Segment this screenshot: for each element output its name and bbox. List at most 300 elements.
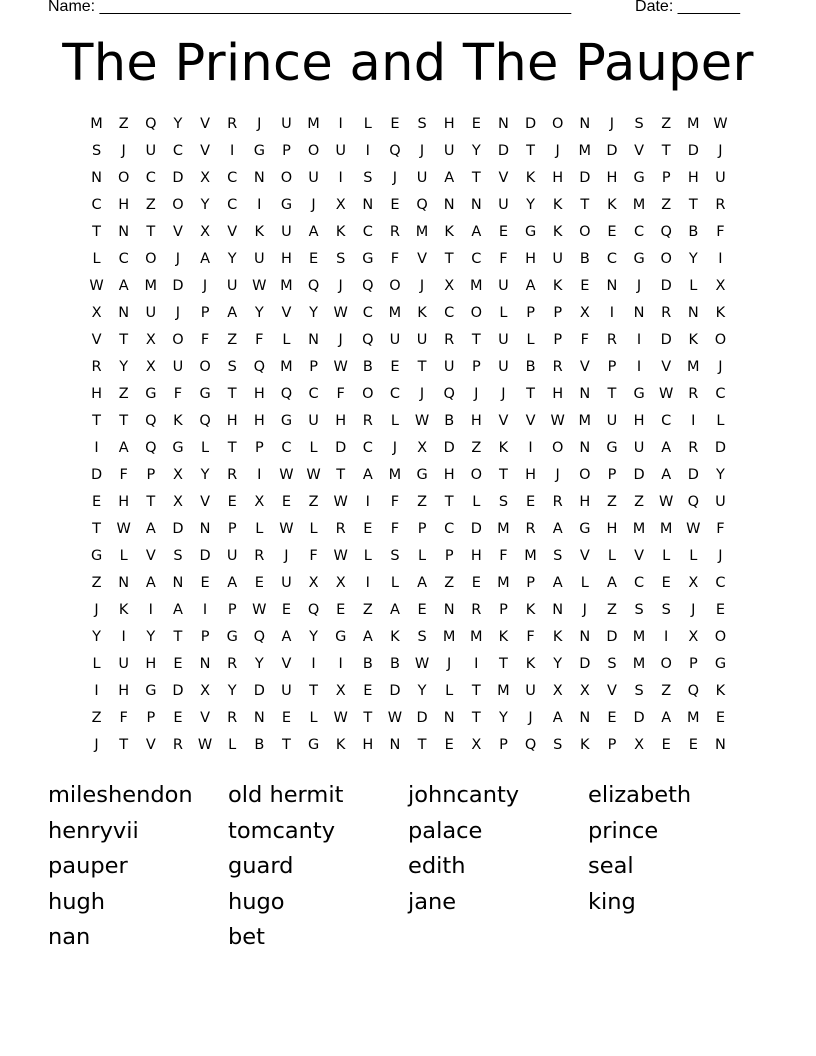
grid-letter[interactable]: O: [714, 332, 727, 348]
grid-letter[interactable]: W: [252, 278, 267, 294]
grid-letter[interactable]: J: [691, 602, 696, 618]
grid-letter[interactable]: Y: [499, 710, 508, 726]
grid-letter[interactable]: J: [121, 143, 126, 159]
grid-letter[interactable]: U: [281, 116, 292, 132]
grid-letter[interactable]: C: [362, 440, 373, 456]
grid-letter[interactable]: J: [419, 386, 425, 402]
grid-letter[interactable]: U: [552, 251, 563, 267]
grid-letter[interactable]: I: [338, 116, 343, 132]
grid-letter[interactable]: W: [197, 737, 213, 753]
grid-letter[interactable]: J: [555, 143, 560, 159]
grid-letter[interactable]: U: [226, 548, 238, 564]
grid-letter[interactable]: Y: [526, 197, 535, 213]
grid-letter[interactable]: W: [387, 710, 403, 726]
grid-letter[interactable]: C: [606, 251, 617, 267]
grid-letter[interactable]: J: [555, 467, 560, 483]
grid-letter[interactable]: W: [306, 467, 321, 483]
grid-letter[interactable]: V: [498, 413, 509, 429]
grid-letter[interactable]: I: [94, 440, 99, 456]
grid-letter[interactable]: C: [389, 386, 400, 402]
grid-letter[interactable]: M: [307, 116, 320, 132]
grid-letter[interactable]: M: [280, 278, 293, 294]
grid-letter[interactable]: X: [579, 683, 590, 699]
grid-letter[interactable]: A: [362, 467, 373, 483]
grid-letter[interactable]: Q: [199, 413, 211, 429]
grid-letter[interactable]: M: [470, 629, 483, 645]
grid-letter[interactable]: U: [254, 251, 265, 267]
grid-letter[interactable]: D: [253, 683, 265, 699]
grid-letter[interactable]: Z: [606, 494, 617, 510]
grid-letter[interactable]: T: [417, 359, 427, 375]
grid-letter[interactable]: O: [280, 170, 293, 186]
grid-letter[interactable]: N: [118, 575, 130, 591]
grid-letter[interactable]: X: [634, 737, 645, 753]
grid-letter[interactable]: N: [253, 710, 265, 726]
grid-letter[interactable]: Z: [606, 602, 617, 618]
grid-letter[interactable]: C: [145, 170, 156, 186]
grid-letter[interactable]: R: [227, 116, 238, 132]
grid-letter[interactable]: K: [417, 305, 427, 321]
grid-letter[interactable]: D: [687, 143, 699, 159]
grid-letter[interactable]: P: [227, 602, 237, 618]
grid-letter[interactable]: K: [525, 602, 536, 618]
grid-letter[interactable]: D: [335, 440, 347, 456]
grid-letter[interactable]: S: [363, 170, 373, 186]
grid-letter[interactable]: H: [579, 494, 591, 510]
grid-letter[interactable]: Z: [661, 683, 672, 699]
grid-letter[interactable]: P: [200, 629, 210, 645]
grid-letter[interactable]: V: [227, 224, 238, 240]
grid-letter[interactable]: K: [552, 197, 563, 213]
grid-letter[interactable]: K: [335, 224, 346, 240]
grid-letter[interactable]: Z: [444, 575, 455, 591]
grid-letter[interactable]: U: [498, 197, 509, 213]
grid-letter[interactable]: D: [172, 521, 184, 537]
grid-letter[interactable]: I: [636, 332, 642, 348]
grid-letter[interactable]: J: [94, 602, 99, 618]
grid-letter[interactable]: R: [227, 710, 238, 726]
grid-letter[interactable]: N: [715, 737, 726, 753]
grid-letter[interactable]: S: [390, 548, 400, 564]
grid-letter[interactable]: Q: [687, 683, 700, 699]
grid-letter[interactable]: V: [145, 737, 156, 753]
grid-letter[interactable]: R: [335, 521, 346, 537]
grid-letter[interactable]: N: [443, 197, 455, 213]
grid-letter[interactable]: L: [92, 656, 101, 672]
grid-letter[interactable]: L: [607, 548, 616, 564]
grid-letter[interactable]: E: [715, 602, 726, 618]
grid-letter[interactable]: V: [281, 305, 292, 321]
grid-letter[interactable]: R: [254, 548, 265, 564]
grid-letter[interactable]: W: [686, 521, 701, 537]
grid-letter[interactable]: Q: [660, 224, 672, 240]
grid-letter[interactable]: V: [417, 251, 428, 267]
grid-letter[interactable]: J: [419, 278, 425, 294]
grid-letter[interactable]: T: [119, 413, 129, 429]
grid-letter[interactable]: G: [145, 386, 157, 402]
grid-letter[interactable]: C: [118, 251, 129, 267]
grid-letter[interactable]: N: [498, 116, 509, 132]
grid-letter[interactable]: W: [713, 116, 728, 132]
grid-letter[interactable]: M: [497, 575, 510, 591]
grid-letter[interactable]: S: [634, 116, 644, 132]
grid-letter[interactable]: Y: [254, 305, 264, 321]
grid-letter[interactable]: E: [308, 251, 319, 267]
grid-letter[interactable]: Y: [417, 683, 427, 699]
grid-letter[interactable]: A: [118, 440, 129, 456]
grid-letter[interactable]: R: [91, 359, 102, 375]
grid-letter[interactable]: J: [636, 278, 642, 294]
grid-letter[interactable]: T: [92, 521, 101, 537]
grid-letter[interactable]: B: [362, 359, 373, 375]
grid-letter[interactable]: W: [333, 359, 348, 375]
grid-letter[interactable]: N: [253, 170, 265, 186]
grid-letter[interactable]: D: [660, 278, 672, 294]
grid-letter[interactable]: R: [715, 197, 726, 213]
grid-letter[interactable]: L: [689, 548, 698, 564]
grid-letter[interactable]: P: [607, 737, 617, 753]
grid-letter[interactable]: Q: [145, 440, 157, 456]
grid-letter[interactable]: W: [116, 521, 131, 537]
grid-letter[interactable]: E: [200, 575, 210, 591]
grid-letter[interactable]: O: [470, 305, 483, 321]
grid-letter[interactable]: M: [497, 521, 510, 537]
grid-letter[interactable]: X: [308, 575, 319, 591]
grid-letter[interactable]: E: [173, 710, 183, 726]
grid-letter[interactable]: V: [661, 359, 672, 375]
grid-letter[interactable]: X: [172, 494, 183, 510]
grid-letter[interactable]: L: [255, 521, 264, 537]
grid-letter[interactable]: N: [443, 710, 455, 726]
grid-letter[interactable]: S: [173, 548, 183, 564]
grid-letter[interactable]: H: [280, 251, 292, 267]
grid-letter[interactable]: P: [227, 521, 237, 537]
grid-letter[interactable]: J: [419, 143, 425, 159]
grid-letter[interactable]: K: [390, 629, 400, 645]
grid-letter[interactable]: H: [443, 467, 455, 483]
grid-letter[interactable]: P: [444, 548, 454, 564]
grid-letter[interactable]: C: [227, 170, 238, 186]
grid-letter[interactable]: Z: [145, 197, 156, 213]
grid-letter[interactable]: F: [173, 386, 183, 402]
grid-letter[interactable]: U: [389, 332, 401, 348]
grid-letter[interactable]: D: [172, 170, 184, 186]
grid-letter[interactable]: E: [498, 224, 509, 240]
grid-letter[interactable]: M: [632, 656, 646, 672]
grid-letter[interactable]: K: [525, 170, 536, 186]
grid-letter[interactable]: I: [230, 143, 235, 159]
grid-letter[interactable]: G: [335, 629, 347, 645]
grid-letter[interactable]: N: [118, 224, 130, 240]
grid-letter[interactable]: U: [172, 359, 184, 375]
grid-letter[interactable]: J: [474, 386, 479, 402]
grid-letter[interactable]: W: [659, 386, 674, 402]
grid-letter[interactable]: P: [526, 575, 535, 591]
grid-letter[interactable]: P: [254, 440, 264, 456]
grid-letter[interactable]: W: [550, 413, 565, 429]
grid-letter[interactable]: O: [551, 116, 564, 132]
grid-letter[interactable]: Q: [389, 143, 401, 159]
grid-letter[interactable]: I: [148, 602, 153, 618]
grid-letter[interactable]: T: [471, 332, 481, 348]
grid-letter[interactable]: M: [632, 197, 646, 213]
grid-letter[interactable]: L: [390, 575, 399, 591]
grid-letter[interactable]: H: [687, 170, 699, 186]
grid-letter[interactable]: E: [363, 521, 373, 537]
grid-letter[interactable]: D: [606, 143, 618, 159]
grid-letter[interactable]: V: [200, 494, 211, 510]
grid-letter[interactable]: N: [118, 305, 130, 321]
grid-letter[interactable]: X: [254, 494, 265, 510]
grid-letter[interactable]: M: [632, 521, 646, 537]
grid-letter[interactable]: M: [497, 683, 510, 699]
grid-letter[interactable]: T: [471, 683, 481, 699]
grid-letter[interactable]: V: [634, 548, 645, 564]
grid-letter[interactable]: S: [417, 629, 427, 645]
grid-letter[interactable]: T: [336, 467, 346, 483]
grid-letter[interactable]: V: [200, 710, 211, 726]
grid-letter[interactable]: N: [687, 305, 699, 321]
grid-letter[interactable]: A: [362, 629, 373, 645]
grid-letter[interactable]: D: [579, 656, 591, 672]
grid-letter[interactable]: N: [579, 440, 591, 456]
grid-letter[interactable]: R: [552, 359, 563, 375]
grid-letter[interactable]: W: [279, 521, 294, 537]
grid-letter[interactable]: T: [282, 737, 291, 753]
grid-letter[interactable]: B: [525, 359, 536, 375]
grid-letter[interactable]: L: [499, 305, 508, 321]
grid-letter[interactable]: S: [661, 602, 671, 618]
grid-letter[interactable]: M: [687, 116, 700, 132]
grid-letter[interactable]: D: [497, 143, 510, 159]
grid-letter[interactable]: O: [145, 251, 157, 267]
grid-letter[interactable]: H: [118, 683, 130, 699]
grid-letter[interactable]: D: [90, 467, 103, 483]
grid-letter[interactable]: L: [119, 548, 128, 564]
grid-letter[interactable]: O: [551, 440, 564, 456]
grid-letter[interactable]: H: [443, 116, 455, 132]
grid-letter[interactable]: T: [92, 413, 101, 429]
grid-letter[interactable]: M: [442, 629, 456, 645]
grid-letter[interactable]: L: [282, 332, 291, 348]
grid-letter[interactable]: V: [525, 413, 536, 429]
grid-letter[interactable]: M: [659, 521, 673, 537]
grid-letter[interactable]: F: [390, 251, 400, 267]
grid-letter[interactable]: H: [552, 170, 564, 186]
grid-letter[interactable]: N: [389, 737, 401, 753]
grid-letter[interactable]: E: [390, 359, 400, 375]
grid-letter[interactable]: D: [579, 170, 591, 186]
grid-letter[interactable]: S: [227, 359, 237, 375]
grid-letter[interactable]: I: [202, 602, 208, 618]
grid-letter[interactable]: E: [390, 116, 400, 132]
grid-letter[interactable]: X: [471, 737, 482, 753]
grid-letter[interactable]: U: [281, 683, 292, 699]
grid-letter[interactable]: C: [308, 386, 319, 402]
grid-letter[interactable]: Y: [227, 251, 237, 267]
grid-letter[interactable]: E: [390, 197, 400, 213]
grid-letter[interactable]: V: [145, 548, 156, 564]
grid-letter[interactable]: I: [609, 305, 615, 321]
grid-letter[interactable]: Z: [308, 494, 319, 510]
grid-letter[interactable]: L: [92, 251, 101, 267]
grid-letter[interactable]: M: [388, 305, 402, 321]
grid-letter[interactable]: W: [333, 305, 348, 321]
grid-letter[interactable]: U: [498, 359, 509, 375]
grid-letter[interactable]: L: [363, 548, 372, 564]
grid-letter[interactable]: P: [526, 305, 535, 321]
grid-letter[interactable]: B: [688, 224, 699, 240]
grid-letter[interactable]: H: [552, 386, 564, 402]
grid-letter[interactable]: H: [362, 737, 374, 753]
grid-letter[interactable]: T: [499, 656, 508, 672]
grid-letter[interactable]: K: [498, 440, 509, 456]
grid-letter[interactable]: G: [172, 440, 184, 456]
grid-letter[interactable]: P: [499, 602, 508, 618]
grid-letter[interactable]: E: [580, 278, 590, 294]
grid-letter[interactable]: J: [392, 170, 398, 186]
grid-letter[interactable]: Y: [471, 143, 481, 159]
grid-letter[interactable]: U: [335, 143, 346, 159]
grid-letter[interactable]: P: [282, 143, 291, 159]
grid-letter[interactable]: Z: [661, 197, 672, 213]
grid-letter[interactable]: D: [633, 710, 645, 726]
grid-letter[interactable]: J: [718, 548, 723, 564]
grid-letter[interactable]: U: [416, 170, 428, 186]
grid-letter[interactable]: S: [553, 737, 563, 753]
grid-letter[interactable]: S: [634, 683, 644, 699]
grid-letter[interactable]: I: [365, 143, 370, 159]
grid-letter[interactable]: C: [227, 197, 238, 213]
grid-letter[interactable]: D: [606, 629, 618, 645]
grid-letter[interactable]: H: [525, 251, 537, 267]
grid-letter[interactable]: E: [254, 575, 264, 591]
grid-letter[interactable]: G: [714, 656, 727, 672]
grid-letter[interactable]: O: [172, 332, 184, 348]
grid-letter[interactable]: O: [579, 224, 591, 240]
grid-letter[interactable]: Q: [145, 413, 157, 429]
grid-letter[interactable]: N: [199, 656, 211, 672]
grid-letter[interactable]: T: [444, 494, 454, 510]
grid-letter[interactable]: P: [499, 737, 508, 753]
grid-letter[interactable]: E: [715, 710, 726, 726]
grid-letter[interactable]: K: [254, 224, 265, 240]
grid-letter[interactable]: E: [363, 683, 373, 699]
grid-letter[interactable]: J: [338, 278, 343, 294]
grid-letter[interactable]: C: [281, 440, 292, 456]
grid-letter[interactable]: D: [172, 278, 184, 294]
grid-letter[interactable]: U: [443, 143, 455, 159]
grid-letter[interactable]: V: [634, 143, 645, 159]
grid-letter[interactable]: A: [227, 305, 238, 321]
grid-letter[interactable]: J: [311, 197, 316, 213]
grid-letter[interactable]: H: [606, 521, 618, 537]
grid-letter[interactable]: W: [333, 494, 348, 510]
grid-letter[interactable]: K: [552, 278, 563, 294]
grid-letter[interactable]: Z: [661, 116, 672, 132]
grid-letter[interactable]: N: [443, 602, 455, 618]
grid-letter[interactable]: A: [661, 710, 672, 726]
grid-letter[interactable]: T: [499, 467, 508, 483]
grid-letter[interactable]: A: [145, 521, 156, 537]
grid-letter[interactable]: A: [525, 278, 536, 294]
grid-letter[interactable]: G: [362, 251, 374, 267]
grid-letter[interactable]: N: [633, 305, 645, 321]
grid-letter[interactable]: S: [607, 656, 617, 672]
grid-letter[interactable]: U: [145, 143, 157, 159]
grid-letter[interactable]: T: [471, 170, 481, 186]
grid-letter[interactable]: C: [362, 224, 373, 240]
grid-letter[interactable]: W: [252, 602, 267, 618]
grid-letter[interactable]: F: [200, 332, 210, 348]
grid-letter[interactable]: J: [175, 305, 181, 321]
grid-letter[interactable]: V: [200, 116, 211, 132]
grid-letter[interactable]: E: [471, 575, 481, 591]
grid-letter[interactable]: Y: [553, 656, 563, 672]
grid-letter[interactable]: B: [579, 251, 590, 267]
grid-letter[interactable]: L: [390, 413, 399, 429]
grid-letter[interactable]: K: [715, 683, 726, 699]
grid-letter[interactable]: C: [715, 386, 726, 402]
grid-letter[interactable]: X: [335, 683, 346, 699]
grid-letter[interactable]: R: [362, 413, 373, 429]
grid-letter[interactable]: T: [92, 224, 101, 240]
grid-letter[interactable]: A: [606, 575, 617, 591]
grid-letter[interactable]: P: [146, 710, 156, 726]
grid-letter[interactable]: R: [688, 386, 699, 402]
grid-letter[interactable]: K: [173, 413, 183, 429]
name-field[interactable]: Name: _____________________________________________________: [48, 0, 572, 15]
grid-letter[interactable]: X: [552, 683, 563, 699]
grid-letter[interactable]: N: [579, 386, 591, 402]
grid-letter[interactable]: F: [336, 386, 345, 402]
grid-letter[interactable]: T: [146, 224, 156, 240]
grid-letter[interactable]: X: [145, 332, 156, 348]
grid-letter[interactable]: T: [607, 386, 617, 402]
grid-letter[interactable]: X: [91, 305, 102, 321]
grid-letter[interactable]: G: [280, 413, 293, 429]
grid-letter[interactable]: Y: [309, 629, 318, 645]
grid-letter[interactable]: N: [362, 197, 374, 213]
grid-letter[interactable]: M: [578, 413, 592, 429]
grid-letter[interactable]: N: [172, 575, 184, 591]
grid-letter[interactable]: X: [335, 197, 346, 213]
grid-letter[interactable]: U: [281, 224, 292, 240]
grid-letter[interactable]: X: [579, 305, 590, 321]
grid-letter[interactable]: I: [365, 575, 370, 591]
grid-letter[interactable]: W: [279, 467, 294, 483]
grid-letter[interactable]: K: [118, 602, 129, 618]
grid-letter[interactable]: L: [526, 332, 535, 348]
grid-letter[interactable]: O: [579, 467, 591, 483]
grid-letter[interactable]: T: [119, 737, 129, 753]
grid-letter[interactable]: H: [633, 413, 645, 429]
grid-letter[interactable]: A: [172, 602, 183, 618]
grid-letter[interactable]: D: [199, 548, 211, 564]
grid-letter[interactable]: U: [606, 413, 618, 429]
grid-letter[interactable]: K: [498, 629, 509, 645]
grid-letter[interactable]: I: [311, 656, 316, 672]
grid-letter[interactable]: L: [689, 278, 698, 294]
grid-letter[interactable]: J: [202, 278, 208, 294]
grid-letter[interactable]: N: [470, 197, 482, 213]
grid-letter[interactable]: T: [363, 710, 373, 726]
grid-letter[interactable]: R: [389, 224, 400, 240]
grid-letter[interactable]: Z: [634, 494, 645, 510]
grid-letter[interactable]: W: [333, 710, 348, 726]
grid-letter[interactable]: R: [688, 440, 699, 456]
grid-letter[interactable]: E: [281, 602, 292, 618]
